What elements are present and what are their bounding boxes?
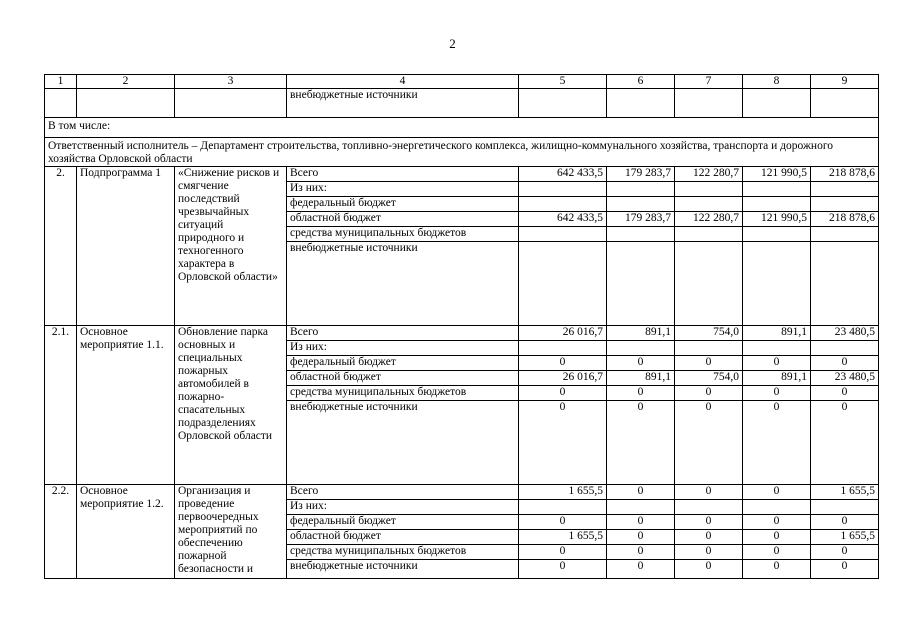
value-cell: 891,1 — [743, 326, 811, 341]
value-cell — [811, 227, 879, 242]
row-number: 2.2. — [45, 485, 77, 579]
row-label: средства муниципальных бюджетов — [287, 227, 519, 242]
value-cell: 0 — [607, 530, 675, 545]
value-cell: 0 — [675, 545, 743, 560]
value-cell: 122 280,7 — [675, 212, 743, 227]
value-cell: 0 — [675, 530, 743, 545]
value-cell — [675, 242, 743, 326]
value-cell: 0 — [743, 515, 811, 530]
value-cell: 891,1 — [743, 371, 811, 386]
value-cell: 0 — [675, 485, 743, 500]
value-cell: 0 — [675, 386, 743, 401]
value-cell: 0 — [607, 560, 675, 579]
table-cell — [607, 89, 675, 118]
value-cell: 0 — [675, 356, 743, 371]
table-cell — [519, 89, 607, 118]
row-label: внебюджетные источники — [287, 401, 519, 485]
row-label: внебюджетные источники — [287, 89, 519, 118]
table-row — [45, 326, 879, 341]
value-cell — [607, 182, 675, 197]
value-cell: 218 878,6 — [811, 212, 879, 227]
value-cell — [743, 242, 811, 326]
table-row — [45, 89, 879, 118]
value-cell: 891,1 — [607, 326, 675, 341]
value-cell — [675, 197, 743, 212]
value-cell: 0 — [519, 386, 607, 401]
value-cell: 642 433,5 — [519, 167, 607, 182]
value-cell: 0 — [811, 560, 879, 579]
row-label: областной бюджет — [287, 212, 519, 227]
value-cell — [607, 341, 675, 356]
column-header: 3 — [175, 75, 287, 89]
value-cell — [743, 197, 811, 212]
value-cell: 754,0 — [675, 326, 743, 341]
value-cell — [675, 227, 743, 242]
value-cell: 0 — [519, 545, 607, 560]
row-number: 2. — [45, 167, 77, 326]
program-title: Обновление парка основных и специальных пожарных автомобилей в пожарно-спасательных подразделениях Орловской области — [175, 326, 287, 485]
value-cell: 0 — [519, 401, 607, 485]
row-label: федеральный бюджет — [287, 197, 519, 212]
value-cell — [607, 227, 675, 242]
budget-table — [44, 74, 879, 579]
value-cell — [811, 341, 879, 356]
column-header: 8 — [743, 75, 811, 89]
column-header: 9 — [811, 75, 879, 89]
value-cell: 26 016,7 — [519, 326, 607, 341]
value-cell — [519, 500, 607, 515]
table-cell — [743, 89, 811, 118]
value-cell: 0 — [743, 356, 811, 371]
value-cell: 179 283,7 — [607, 167, 675, 182]
value-cell — [743, 341, 811, 356]
value-cell: 122 280,7 — [675, 167, 743, 182]
header-row — [45, 75, 879, 89]
row-label: Всего — [287, 485, 519, 500]
program-title: «Снижение рисков и смягчение последствий чрезвычайных ситуаций природного и техногенного характера в Орловской области» — [175, 167, 287, 326]
value-cell — [519, 242, 607, 326]
value-cell: 0 — [519, 560, 607, 579]
value-cell: 0 — [811, 386, 879, 401]
value-cell — [811, 182, 879, 197]
value-cell — [743, 227, 811, 242]
table-row — [45, 167, 879, 182]
row-label: Из них: — [287, 341, 519, 356]
value-cell: 0 — [607, 485, 675, 500]
value-cell — [675, 500, 743, 515]
section-label: В том числе: — [45, 118, 879, 138]
value-cell: 0 — [607, 356, 675, 371]
value-cell: 0 — [811, 356, 879, 371]
table-cell — [811, 89, 879, 118]
table-cell — [45, 89, 77, 118]
value-cell — [519, 182, 607, 197]
value-cell: 23 480,5 — [811, 371, 879, 386]
value-cell: 0 — [811, 515, 879, 530]
value-cell: 0 — [519, 356, 607, 371]
row-label: федеральный бюджет — [287, 356, 519, 371]
value-cell — [811, 197, 879, 212]
value-cell: 754,0 — [675, 371, 743, 386]
value-cell — [743, 182, 811, 197]
value-cell: 0 — [675, 515, 743, 530]
value-cell — [811, 242, 879, 326]
value-cell: 23 480,5 — [811, 326, 879, 341]
program-name: Основное мероприятие 1.2. — [77, 485, 175, 579]
value-cell: 1 655,5 — [519, 485, 607, 500]
value-cell: 1 655,5 — [811, 530, 879, 545]
row-label: Из них: — [287, 500, 519, 515]
value-cell: 0 — [519, 515, 607, 530]
value-cell: 0 — [675, 560, 743, 579]
row-label: Всего — [287, 167, 519, 182]
row-label: средства муниципальных бюджетов — [287, 386, 519, 401]
row-label: внебюджетные источники — [287, 242, 519, 326]
column-header: 2 — [77, 75, 175, 89]
value-cell: 121 990,5 — [743, 167, 811, 182]
value-cell: 0 — [743, 386, 811, 401]
column-header: 5 — [519, 75, 607, 89]
value-cell: 0 — [743, 560, 811, 579]
value-cell: 179 283,7 — [607, 212, 675, 227]
value-cell: 0 — [743, 545, 811, 560]
value-cell: 121 990,5 — [743, 212, 811, 227]
value-cell: 0 — [607, 545, 675, 560]
column-header: 1 — [45, 75, 77, 89]
value-cell — [743, 500, 811, 515]
value-cell: 0 — [743, 530, 811, 545]
row-number: 2.1. — [45, 326, 77, 485]
table-cell — [77, 89, 175, 118]
value-cell: 1 655,5 — [519, 530, 607, 545]
row-label: федеральный бюджет — [287, 515, 519, 530]
responsible-executor: Ответственный исполнитель – Департамент строительства, топливно-энергетического комплекса, жилищно-коммунального хозяйства, транспорта и дорожного хозяйства Орловской области — [45, 138, 879, 167]
page-number: 2 — [449, 36, 456, 51]
value-cell: 26 016,7 — [519, 371, 607, 386]
row-label: областной бюджет — [287, 371, 519, 386]
value-cell: 0 — [743, 401, 811, 485]
table-row — [45, 138, 879, 167]
value-cell — [519, 341, 607, 356]
table-cell — [675, 89, 743, 118]
column-header: 6 — [607, 75, 675, 89]
column-header: 7 — [675, 75, 743, 89]
row-label: внебюджетные источники — [287, 560, 519, 579]
value-cell: 218 878,6 — [811, 167, 879, 182]
column-header: 4 — [287, 75, 519, 89]
value-cell — [675, 341, 743, 356]
value-cell — [675, 182, 743, 197]
row-label: областной бюджет — [287, 530, 519, 545]
table-row — [45, 118, 879, 138]
value-cell: 0 — [811, 545, 879, 560]
value-cell: 1 655,5 — [811, 485, 879, 500]
value-cell: 891,1 — [607, 371, 675, 386]
program-name: Подпрограмма 1 — [77, 167, 175, 326]
value-cell — [519, 227, 607, 242]
value-cell — [811, 500, 879, 515]
value-cell: 0 — [607, 386, 675, 401]
table-row — [45, 485, 879, 500]
value-cell: 0 — [607, 401, 675, 485]
row-label: средства муниципальных бюджетов — [287, 545, 519, 560]
row-label: Из них: — [287, 182, 519, 197]
table-cell — [175, 89, 287, 118]
value-cell: 0 — [607, 515, 675, 530]
row-label: Всего — [287, 326, 519, 341]
value-cell — [607, 242, 675, 326]
value-cell — [519, 197, 607, 212]
value-cell: 0 — [675, 401, 743, 485]
value-cell: 642 433,5 — [519, 212, 607, 227]
program-title: Организация и проведение первоочередных мероприятий по обеспечению пожарной безопасности и — [175, 485, 287, 579]
value-cell — [607, 500, 675, 515]
program-name: Основное мероприятие 1.1. — [77, 326, 175, 485]
value-cell — [607, 197, 675, 212]
value-cell: 0 — [811, 401, 879, 485]
value-cell: 0 — [743, 485, 811, 500]
